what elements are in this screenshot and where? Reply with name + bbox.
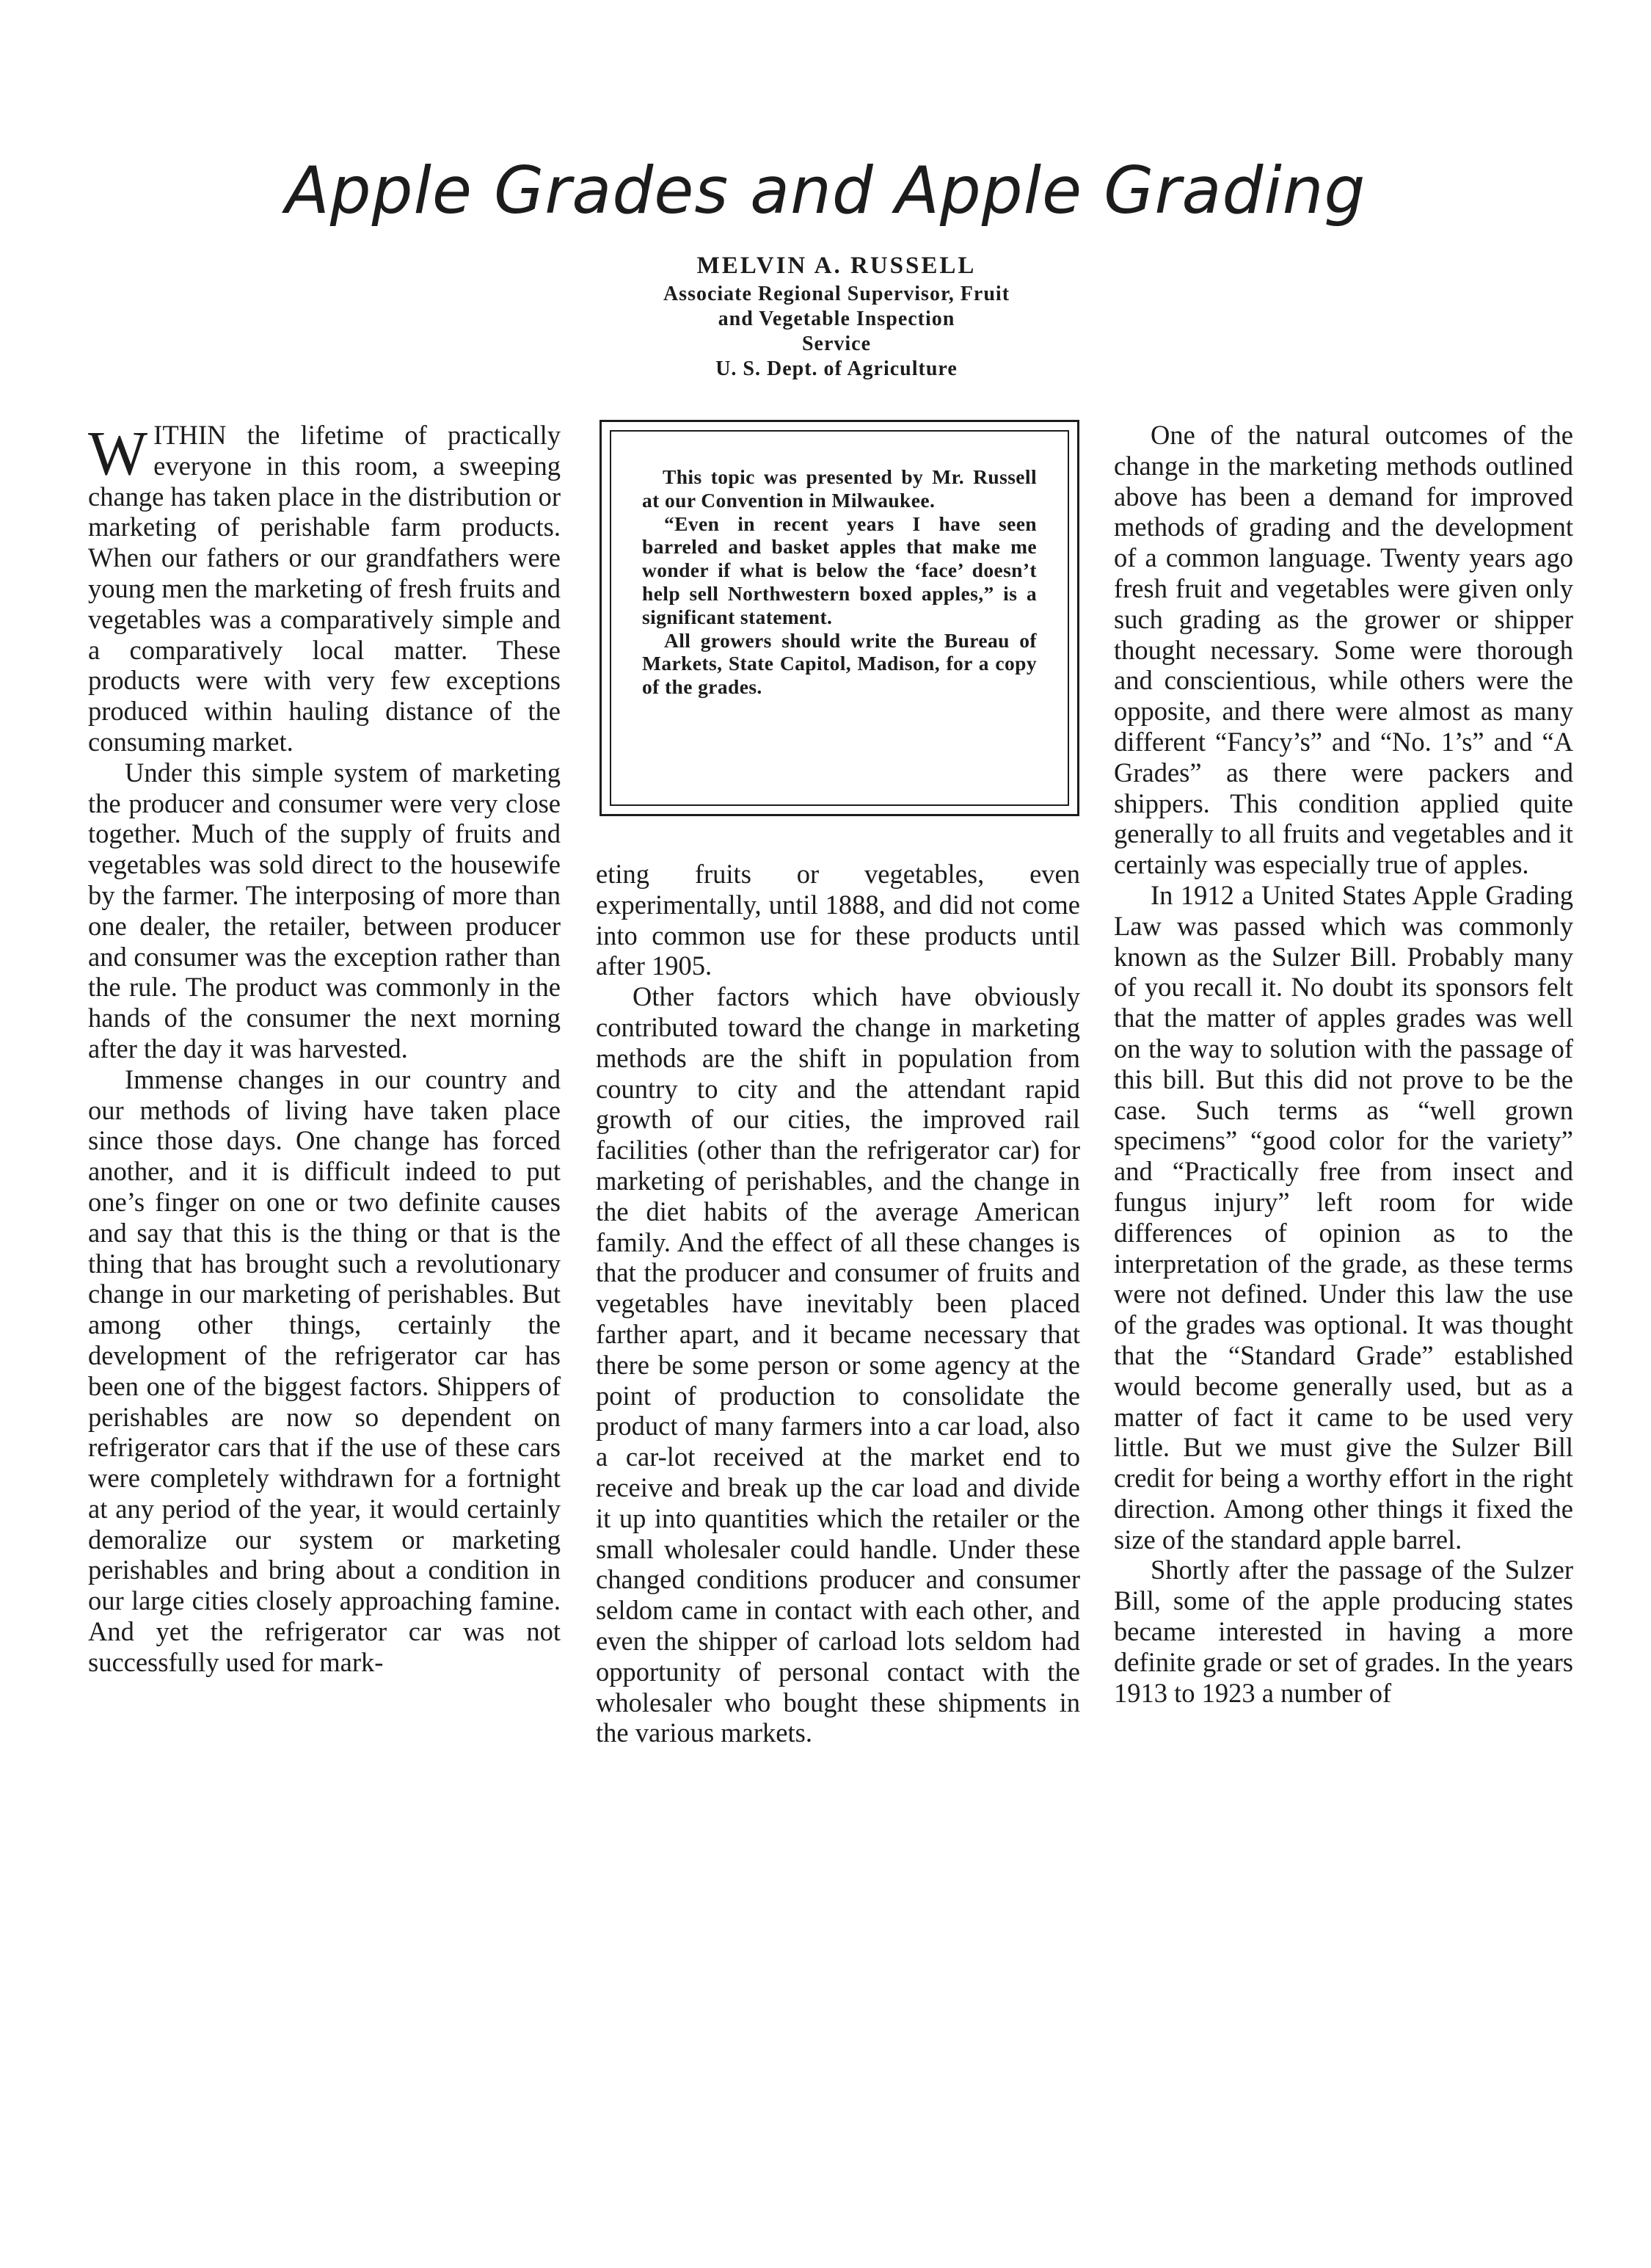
paragraph: eting fruits or vegetables, even experimentally, until 1888, and did not come into common use for these products until after 1905. xyxy=(596,859,1080,981)
paragraph: In 1912 a United States Apple Grading Law was passed which was commonly known as the Sulzer Bill. Probably many of you recall it. No doubt its sponsors felt that the matter of apples grades was well on the way to solution with the passage of this bill. But this did not prove to be the case. Such terms as “well grown specimens” “good color for the variety” and “Practically free from insect and fungus injury” left room for wide differences of opinion as to the interpretation of the grade, as these terms were not defined. Under this law the use of the grades was optional. It was thought that the “Standard Grade” established would become generally used, but as a matter of fact it came to be used very little. But we must give the Sulzer Bill credit for being a worthy effort in the right direction. Among other things it fixed the size of the standard apple barrel. xyxy=(1114,879,1573,1555)
text-column-1 xyxy=(88,420,561,1678)
editor-note-paragraph: “Even in recent years I have seen barreled and basket apples that make me wonder if what is below the ‘face’ doesn’t help sell Northwestern boxed apples,” is a significant statement. xyxy=(642,512,1037,628)
editor-note-paragraph: All growers should write the Bureau of Markets, State Capitol, Madison, for a copy of the grades. xyxy=(642,628,1037,699)
author-department: U. S. Dept. of Agriculture xyxy=(715,357,958,380)
editor-note-box xyxy=(599,420,1079,816)
paragraph: Immense changes in our country and our methods of living have taken place since those days. One change has forced another, and it is difficult indeed to put one’s finger on one or two definite causes and say that this is the thing or that is the thing that has brought such a revolutionary change in our marketing of perishables. But among other things, certainly the development of the refrigerator car has been one of the biggest factors. Shippers of perishables are now so dependent on refrigerator cars that if the use of these cars were completely withdrawn for a fortnight at any period of the year, it would certainly demoralize our system or marketing perishables and bring about a condition in our large cities closely approaching famine. And yet the refrigerator car was not successfully used for mark- xyxy=(88,1064,561,1677)
paragraph: Other factors which have obviously contributed toward the change in marketing methods are the shift in population from country to city and the attendant rapid growth of our cities, the improved rail facilities (other than the refrigerator car) for marketing of perishables, and the change in the diet habits of the average American family. And the effect of all these changes is that the producer and consumer of fruits and vegetables have inevitably been placed farther apart, and it became necessary that there be some person or some agency at the point of production to consolidate the product of many farmers into a car load, also a car-lot received at the market end to receive and break up the car load and divide it up into quantities which the retailer or the small wholesaler could handle. Under these changed conditions producer and consumer seldom came in contact with each other, and even the shipper of carload lots seldom had opportunity of personal contact with the wholesaler who bought these shipments in the various markets. xyxy=(596,981,1080,1748)
author-position-line-2: and Vegetable Inspection xyxy=(718,308,955,330)
paragraph-text: ITHIN the lifetime of practically everyone in this room, a sweeping change has taken place in the distribution or marketing of perishable farm products. When our fathers or our grandfathers were young men the marketing of fresh fruits and vegetables was a comparatively simple and a comparatively local matter. These products were with very few exceptions produced within hauling distance of the consuming market. xyxy=(88,420,561,757)
paragraph: Shortly after the passage of the Sulzer Bill, some of the apple producing states became interested in having a more definite grade or set of grades. In the years 1913 to 1923 a number of xyxy=(1114,1555,1573,1708)
text-column-3 xyxy=(1114,420,1573,1708)
author-position-line-1: Associate Regional Supervisor, Fruit xyxy=(663,283,1010,305)
article-title: Apple Grades and Apple Grading xyxy=(285,153,1366,228)
paragraph: One of the natural outcomes of the change in the marketing methods outlined above has been a demand for improved methods of grading and the development of a common language. Twenty years ago fresh fruit and vegetables were given only such grading as the grower or shipper thought necessary. Some were thorough and conscientious, while others were the opposite, and there were almost as many different “Fancy’s” and “No. 1’s” and “A Grades” as there were packers and shippers. This condition applied quite generally to all fruits and vegetables and it certainly was especially true of apples. xyxy=(1114,420,1573,880)
paragraph xyxy=(88,420,561,757)
byline xyxy=(558,250,1115,382)
editor-note-inner xyxy=(610,430,1069,806)
author-position-line-3: Service xyxy=(801,332,872,355)
text-column-2 xyxy=(596,859,1080,1748)
paragraph: Under this simple system of marketing the producer and consumer were very close together. Much of the supply of fruits and vegetables was sold direct to the housewife by the farmer. The interposing of more than one dealer, the retailer, between producer and consumer was the exception rather than the rule. The product was commonly in the hands of the consumer the next morning after the day it was harvested. xyxy=(88,757,561,1064)
author-name: MELVIN A. RUSSELL xyxy=(696,252,977,279)
editor-note-paragraph: This topic was presented by Mr. Russell at our Convention in Milwaukee. xyxy=(642,465,1037,512)
drop-cap: W xyxy=(88,418,148,488)
